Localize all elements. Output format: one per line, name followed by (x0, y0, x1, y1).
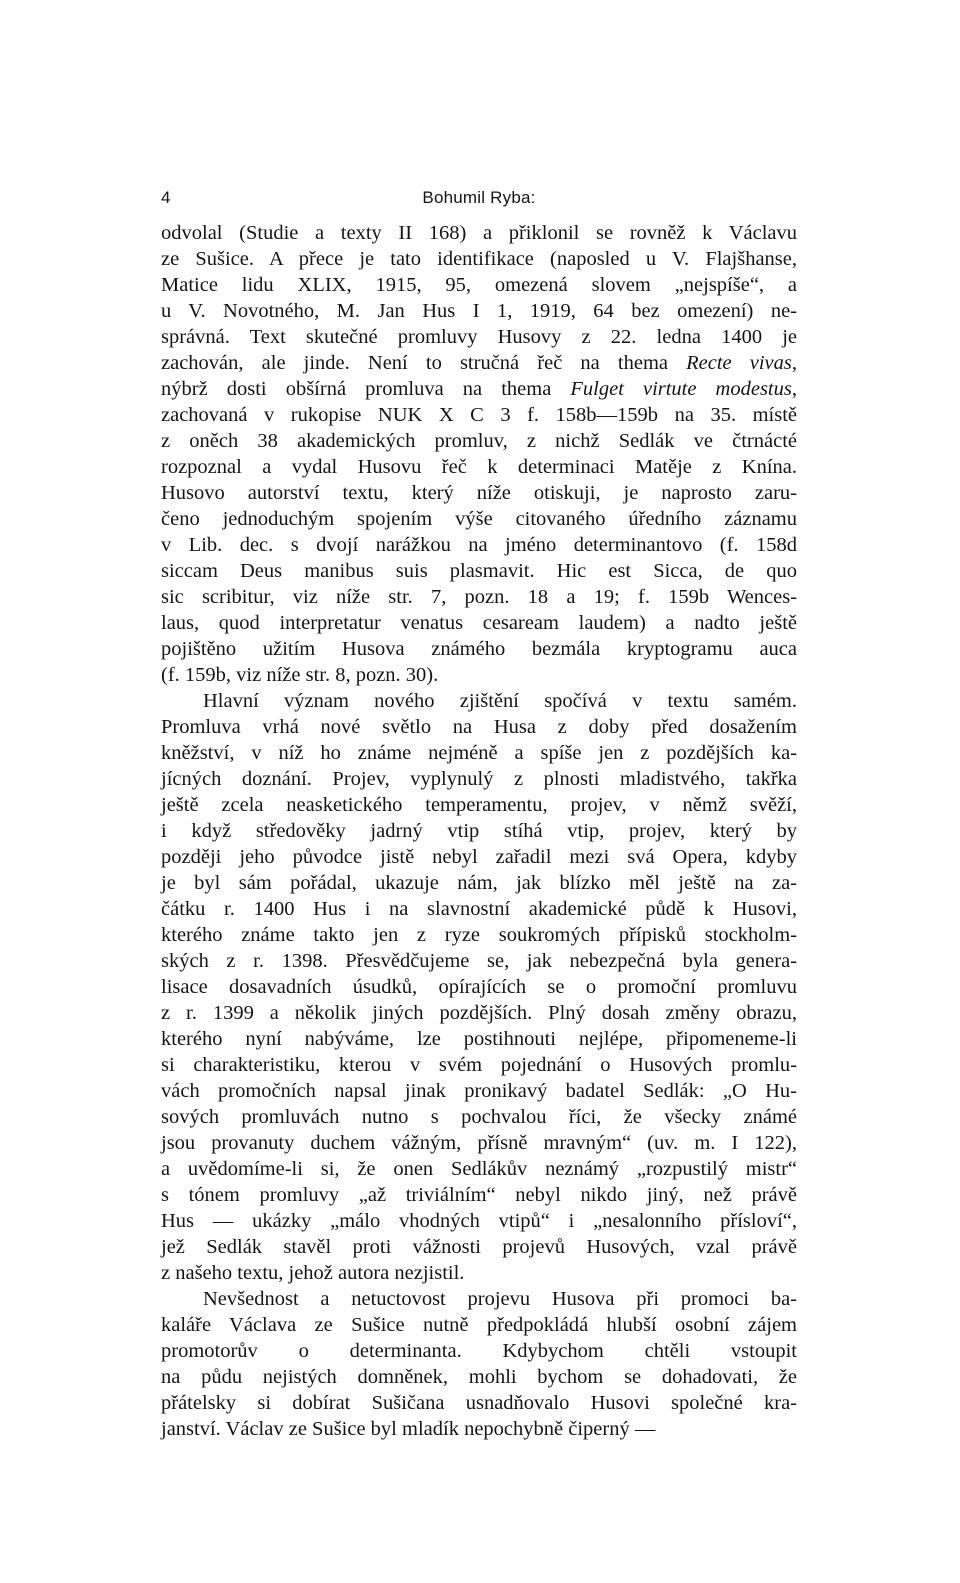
running-title: Bohumil Ryba: (422, 188, 536, 207)
text-line: (f. 159b, viz níže str. 8, pozn. 30). (161, 664, 439, 686)
text-line: sic scribitur, viz níže str. 7, pozn. 18 a 19; f. 159b Wences- (161, 586, 797, 608)
text-line: kaláře Václava ze Sušice nutně předpokládá hlubší osobní zájem (161, 1314, 797, 1336)
text-line: pojištěno užitím Husova známého bezmála kryptogramu auca (161, 638, 797, 660)
text-line: u V. Novotného, M. Jan Hus I 1, 1919, 64 bez omezení) ne- (161, 300, 797, 322)
text-line: si charakteristiku, kterou v svém pojednání o Husových promlu- (161, 1054, 797, 1076)
text-line: Promluva vrhá nové světlo na Husa z doby před dosažením (161, 716, 797, 738)
text-line: ještě zcela neasketického temperamentu, projev, v němž svěží, (161, 794, 797, 816)
text-line: jícných doznání. Projev, vyplynulý z plnosti mladistvého, takřka (161, 768, 797, 790)
text-line: odvolal (Studie a texty II 168) a přiklonil se rovněž k Václavu (161, 222, 797, 244)
text-line: jež Sedlák stavěl proti vážnosti projevů Husových, vzal právě (161, 1236, 797, 1258)
latin-theme: Fulget virtute modestus (570, 378, 792, 400)
text-line: čeno jednoduchým spojením výše citovaného úředního záznamu (161, 508, 797, 530)
text-line: Husovo autorství textu, který níže otiskuji, je naprosto zaru- (161, 482, 797, 504)
text-line: správná. Text skutečné promluvy Husovy z 22. ledna 1400 je (161, 326, 797, 348)
text-line: v Lib. dec. s dvojí narážkou na jméno determinantovo (f. 158d (161, 534, 797, 556)
text-line: janství. Václav ze Sušice byl mladík nepochybně čiperný — (161, 1418, 656, 1440)
text-line: kterého známe takto jen z ryze soukromých přípisků stockholm- (161, 924, 797, 946)
text-line: vách promočních napsal jinak pronikavý badatel Sedlák: „O Hu- (161, 1080, 797, 1102)
text-line: Matice lidu XLIX, 1915, 95, omezená slovem „nejspíše“, a (161, 274, 797, 296)
latin-theme: Recte vivas (686, 352, 792, 374)
text-line: i když středověky jadrný vtip stíhá vtip, projev, který by (161, 820, 797, 842)
text-line: ských z r. 1398. Přesvědčujeme se, jak nebezpečná byla genera- (161, 950, 797, 972)
text-line: promotorův o determinanta. Kdybychom chtěli vstoupit (161, 1340, 797, 1362)
text-line: s tónem promluvy „až triviálním“ nebyl nikdo jiný, než právě (161, 1184, 797, 1206)
text-line: siccam Deus manibus suis plasmavit. Hic est Sicca, de quo (161, 560, 797, 582)
text-line: ze Sušice. A přece je tato identifikace (naposled u V. Flajšhanse, (161, 248, 797, 270)
text-line: Hus — ukázky „málo vhodných vtipů“ i „nesalonního přísloví“, (161, 1210, 797, 1232)
text-line: zachován, ale jinde. Není to stručná řeč na thema Recte vivas, (161, 352, 797, 374)
text-line: na půdu nejistých domněnek, mohli bychom se dohadovati, že (161, 1366, 797, 1388)
text-line: později jeho původce jistě nebyl zařadil mezi svá Opera, kdyby (161, 846, 797, 868)
book-page (161, 188, 797, 1442)
text-line: z r. 1399 a několik jiných pozdějších. Plný dosah změny obrazu, (161, 1002, 797, 1024)
text-line: z oněch 38 akademických promluv, z nichž Sedlák ve čtrnácté (161, 430, 797, 452)
text-line: zachovaná v rukopise NUK X C 3 f. 158b—159b na 35. místě (161, 404, 797, 426)
text-line: přátelsky si dobírat Sušičana usnadňovalo Husovi společné kra- (161, 1392, 797, 1414)
text-line: a uvědomíme-li si, že onen Sedlákův neznámý „rozpustilý mistr“ (161, 1158, 797, 1180)
body-text (161, 220, 797, 1442)
text-line: je byl sám pořádal, ukazuje nám, jak blízko měl ještě na za- (161, 872, 797, 894)
text-line: čátku r. 1400 Hus i na slavnostní akademické půdě k Husovi, (161, 898, 797, 920)
text-line: Nevšednost a netuctovost projevu Husova při promoci ba- (203, 1288, 797, 1310)
text-line: sových promluvách nutno s pochvalou říci, že všecky známé (161, 1106, 797, 1128)
running-head (161, 188, 797, 220)
text-line: Hlavní význam nového zjištění spočívá v textu samém. (203, 690, 797, 712)
text-line: nýbrž dosti obšírná promluva na thema Fulget virtute modestus, (161, 378, 797, 400)
text-line: lisace dosavadních úsudků, opírajících se o promoční promluvu (161, 976, 797, 998)
page-number: 4 (161, 188, 171, 207)
text-line: rozpoznal a vydal Husovu řeč k determinaci Matěje z Knína. (161, 456, 797, 478)
text-line: laus, quod interpretatur venatus cesaream laudem) a nadto ještě (161, 612, 797, 634)
text-line: kterého nyní nabýváme, lze postihnouti nejlépe, připomeneme-li (161, 1028, 797, 1050)
text-line: jsou provanuty duchem vážným, přísně mravným“ (uv. m. I 122), (161, 1132, 797, 1154)
text-line: kněžství, v níž ho známe nejméně a spíše jen z pozdějších ka- (161, 742, 797, 764)
text-line: z našeho textu, jehož autora nezjistil. (161, 1262, 465, 1284)
